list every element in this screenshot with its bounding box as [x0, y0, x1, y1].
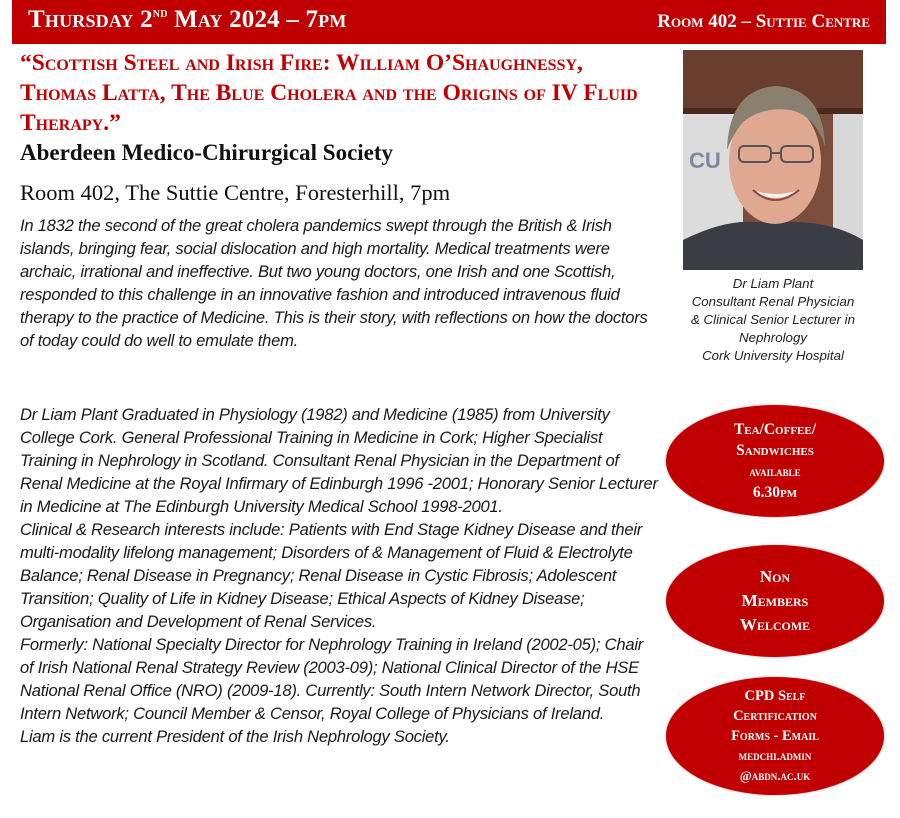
speaker-bio	[20, 403, 660, 748]
caption-line: & Clinical Senior Lecturer in	[690, 312, 856, 327]
bio-paragraph: Liam is the current President of the Irish Nephrology Society.	[20, 727, 450, 746]
speaker-photo	[683, 50, 863, 270]
refreshments-badge	[666, 405, 884, 517]
speaker-caption	[665, 275, 881, 365]
talk-title: “Scottish Steel and Irish Fire: William O’Shaughnessy, Thomas Latta, The Blue Cholera and the Origins of IV Fluid Therapy.”	[20, 50, 638, 136]
cpd-email-user[interactable]: medchi.admin	[738, 748, 812, 763]
badge-line: 6.30pm	[752, 484, 798, 501]
date-banner	[12, 0, 886, 44]
bio-paragraph: Dr Liam Plant Graduated in Physiology (1982) and Medicine (1985) from University College Cork. General Professional Training in Medicine in Cork; Higher Specialist Training in Nephrology in Scotland. Consultant Renal Physician in the Department of Renal Medicine at the Royal Infirmary of Edinburgh 1996 -2001; Honorary Senior Lecturer in Medicine at The Edinburgh University Medical School 1998-2001.	[20, 405, 658, 516]
non-members-badge	[666, 545, 884, 657]
badge-line: CPD Self	[744, 688, 806, 704]
badge-line: Welcome	[739, 615, 811, 634]
abstract-text: In 1832 the second of the great cholera pandemics swept through the British & Irish islands, bringing fear, social dislocation and high mortality. Medical treatments were archaic, irrational and ineffective. But two young doctors, one Irish and one Scottish, responded to this challenge in an innovative fashion and introduced intravenous fluid therapy to the practice of Medicine. This is their story, with reflections on how the doctors of today could do well to emulate them.	[20, 216, 648, 350]
svg-text:CU: CU	[689, 148, 721, 173]
badge-line: Members	[741, 591, 809, 610]
day-suffix: nd	[152, 6, 168, 21]
badge-line: Sandwiches	[736, 442, 814, 459]
caption-line: Nephrology	[738, 330, 807, 345]
abstract	[20, 214, 660, 352]
caption-line: Cork University Hospital	[702, 348, 844, 363]
society-name: Aberdeen Medico-Chirurgical Society	[20, 140, 394, 165]
cpd-email-domain[interactable]: @abdn.ac.uk	[739, 768, 811, 783]
event-room: Room 402 – Suttie Centre	[657, 11, 870, 32]
bio-paragraph: Formerly: National Specialty Director for Nephrology Training in Ireland (2002-05); Chair of Irish National Renal Strategy Review (2003-09); National Clinical Director of the HSE National Renal Office (NRO) (2009-18). Currently: South Intern Network Director, South Intern Network; Council Member & Censor, Royal College of Physicians of Ireland.	[20, 635, 644, 723]
venue-line: Room 402, The Suttie Centre, Foresterhill, 7pm	[20, 180, 451, 205]
cpd-badge	[666, 677, 884, 795]
speaker-portrait-icon	[683, 50, 863, 270]
badge-line: Non	[759, 567, 791, 586]
badge-line: Forms - Email	[731, 728, 819, 744]
event-date	[28, 6, 347, 34]
event-date-rest: May 2024 – 7pm	[167, 6, 347, 33]
caption-line: Consultant Renal Physician	[691, 294, 855, 309]
badge-line: available	[749, 464, 801, 479]
caption-line: Dr Liam Plant	[732, 276, 814, 291]
badge-line: Certification	[733, 708, 817, 724]
event-day: Thursday 2	[28, 6, 153, 33]
badge-line: Tea/Coffee/	[733, 421, 817, 438]
bio-paragraph: Clinical & Research interests include: Patients with End Stage Kidney Disease and their multi-modality lifelong management; Disorders of & Management of Fluid & Electrolyte Balance; Renal Disease in Pregnancy; Renal Disease in Cystic Fibrosis; Adolescent Transition; Quality of Life in Kidney Disease; Ethical Aspects of Kidney Disease; Organisation and Development of Renal Services.	[20, 520, 643, 631]
